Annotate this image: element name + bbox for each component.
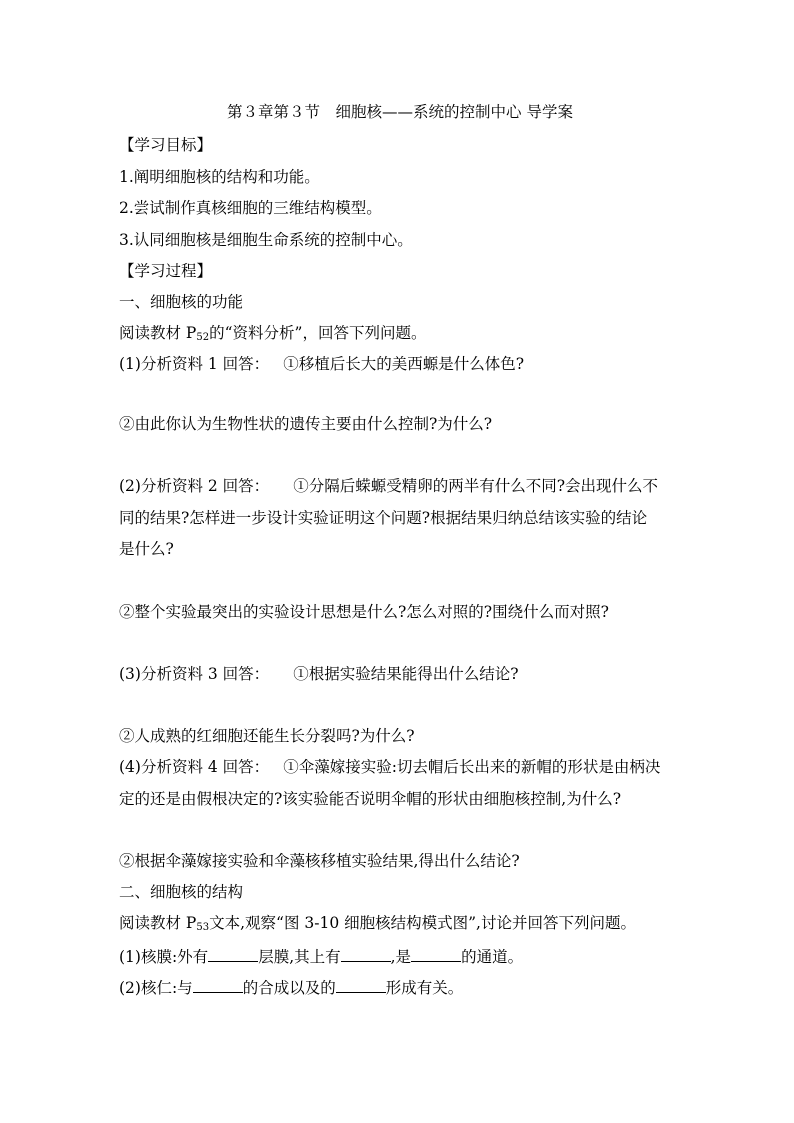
structure-q2-text-a: (2)核仁:与 xyxy=(119,979,193,997)
section1-intro-page: 52 xyxy=(196,332,210,343)
section2-intro-pre: 阅读教材 P xyxy=(119,914,197,932)
structure-q1 xyxy=(119,945,679,967)
question-2a-line3: 是什么? xyxy=(119,540,174,558)
section2-intro xyxy=(119,913,679,938)
structure-q1-text-a: (1)核膜:外有 xyxy=(119,948,209,966)
question-3-label: (3)分析资料 3 回答： xyxy=(119,665,270,683)
section2-intro-page: 53 xyxy=(196,922,210,933)
document-title: 第３章第３节 细胞核——系统的控制中心 导学案 xyxy=(227,103,573,121)
section2-heading: 二、细胞核的结构 xyxy=(119,883,244,901)
answer-blank[interactable] xyxy=(341,945,391,962)
question-2a-line1: ①分隔后蝾螈受精卵的两半有什么不同?会出现什么不 xyxy=(293,477,658,495)
question-4-label: (4)分析资料 4 回答： xyxy=(119,758,270,776)
section2-intro-post: 文本,观察“图 3-10 细胞核结构模式图”,讨论并回答下列问题。 xyxy=(209,914,636,932)
objectives-heading: 【学习目标】 xyxy=(119,136,213,154)
question-4 xyxy=(119,757,679,777)
structure-q2-text-c: 形成有关。 xyxy=(385,979,464,997)
question-1 xyxy=(119,354,679,374)
question-1-label: (1)分析资料 1 回答： xyxy=(119,355,270,373)
section1-intro-post: 的“资料分析”，回答下列问题。 xyxy=(209,324,427,342)
process-heading: 【学习过程】 xyxy=(119,262,213,280)
question-4b: ②根据伞藻嫁接实验和伞藻核移植实验结果,得出什么结论? xyxy=(119,852,520,870)
question-2-label: (2)分析资料 2 回答： xyxy=(119,477,270,495)
structure-q1-text-b: 层膜,其上有 xyxy=(258,948,341,966)
question-4a-line1: ①伞藻嫁接实验:切去帽后长出来的新帽的形状是由柄决 xyxy=(283,758,661,776)
structure-q2-text-b: 的合成以及的 xyxy=(242,979,336,997)
section1-heading: 一、细胞核的功能 xyxy=(119,293,244,311)
question-3b: ②人成熟的红细胞还能生长分裂吗?为什么? xyxy=(119,727,415,745)
answer-blank[interactable] xyxy=(193,976,243,993)
question-2 xyxy=(119,476,679,496)
question-4a-line2: 定的还是由假根决定的?该实验能否说明伞帽的形状由细胞核控制,为什么? xyxy=(119,790,622,808)
question-1a: ①移植后长大的美西螈是什么体色? xyxy=(283,355,524,373)
objective-item: 1.阐明细胞核的结构和功能。 xyxy=(119,168,320,186)
objective-item: 3.认同细胞核是细胞生命系统的控制中心。 xyxy=(119,231,413,249)
question-2b: ②整个实验最突出的实验设计思想是什么?怎么对照的?围绕什么而对照? xyxy=(119,603,609,621)
question-3 xyxy=(119,664,679,684)
section1-intro xyxy=(119,323,679,348)
section1-intro-pre: 阅读教材 P xyxy=(119,324,197,342)
objective-item: 2.尝试制作真核细胞的三维结构模型。 xyxy=(119,199,382,217)
question-3a: ①根据实验结果能得出什么结论? xyxy=(293,665,519,683)
question-1b: ②由此你认为生物性状的遗传主要由什么控制?为什么? xyxy=(119,415,493,433)
structure-q2 xyxy=(119,976,679,998)
question-2a-line2: 同的结果?怎样进一步设计实验证明这个问题?根据结果归纳总结该实验的结论 xyxy=(119,509,648,527)
answer-blank[interactable] xyxy=(336,976,386,993)
structure-q1-text-c: ,是 xyxy=(390,948,412,966)
answer-blank[interactable] xyxy=(208,945,258,962)
structure-q1-text-d: 的通道。 xyxy=(461,948,524,966)
answer-blank[interactable] xyxy=(411,945,461,962)
